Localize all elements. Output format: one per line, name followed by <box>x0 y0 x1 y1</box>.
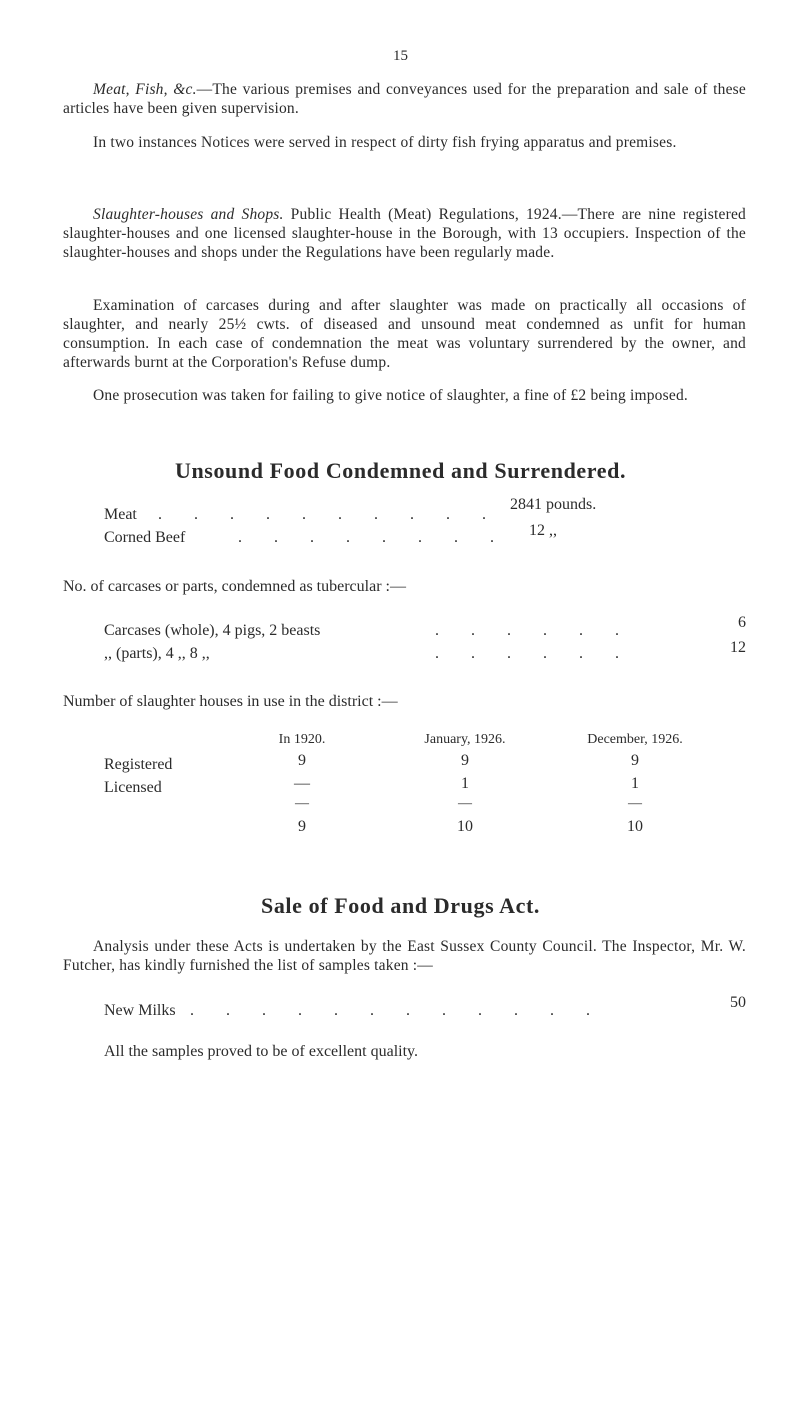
meat-row-leader: . . . . . . . . . . <box>158 506 500 523</box>
examination-text: Examination of carcases during and after slaughter was made on practically all occasions of slaughter, and nearly 25½ cwts. of diseased and unsound meat condemned as unfit for human consumption. In each case of condemnation the meat was voluntary surrendered by the owner, and afterwards burnt at the Corporation's Refuse dump. <box>63 297 746 371</box>
meat-row-value: 2841 pounds. <box>510 496 597 513</box>
new-milks-label: New Milks <box>104 1002 176 1019</box>
registered-1920: 9 <box>298 752 306 769</box>
column-header-1920: In 1920. <box>278 732 326 747</box>
total-rule-jan-1926: — <box>458 796 472 811</box>
sale-text: Analysis under these Acts is undertaken by the East Sussex County Council. The Inspector, Mr. W. Futcher, has kindly furnished the list of samples taken :— <box>63 938 746 974</box>
registered-jan-1926: 9 <box>461 752 469 769</box>
carcases-whole-label: Carcases (whole), 4 pigs, 2 beasts <box>104 622 321 639</box>
carcases-parts-label: ,, (parts), 4 ,, 8 ,, <box>104 645 210 662</box>
notices-text: In two instances Notices were served in respect of dirty fish frying apparatus and premises. <box>93 134 677 151</box>
total-rule-dec-1926: — <box>628 796 642 811</box>
total-dec-1926: 10 <box>627 818 643 835</box>
corned-beef-row-leader: . . . . . . . . <box>238 529 508 546</box>
notices-paragraph <box>63 133 746 152</box>
carcases-whole-leader: . . . . . . <box>435 622 633 639</box>
examination-paragraph <box>63 296 746 372</box>
carcases-parts-leader: . . . . . . <box>435 645 633 662</box>
sale-of-food-heading: Sale of Food and Drugs Act. <box>261 893 540 918</box>
corned-beef-row-label: Corned Beef <box>104 529 186 546</box>
unsound-food-heading: Unsound Food Condemned and Surrendered. <box>174 458 627 483</box>
licensed-jan-1926: 1 <box>461 775 469 792</box>
new-milks-leader: . . . . . . . . . . . . <box>190 1002 604 1019</box>
prosecution-paragraph <box>63 386 746 405</box>
licensed-1920: — <box>294 775 310 792</box>
new-milks-value: 50 <box>730 994 746 1011</box>
meat-fish-paragraph <box>63 80 746 118</box>
column-header-dec-1926: December, 1926. <box>587 732 683 747</box>
slaughter-paragraph <box>63 205 746 262</box>
meat-fish-text: —The various premises and conveyances used for the preparation and sale of these articles have been given supervision. <box>63 81 746 117</box>
slaughter-table-intro: Number of slaughter houses in use in the district :— <box>63 693 398 710</box>
slaughter-lead: Slaughter-houses and Shops. <box>93 206 284 223</box>
meat-row-label: Meat <box>104 506 137 523</box>
registered-dec-1926: 9 <box>631 752 639 769</box>
slaughter-text: Public Health (Meat) Regulations, 1924.—There are nine registered slaughter-houses and one licensed slaughter-house in the Borough, with 13 occupiers. Inspection of the slaughter-houses and shops under the Regulations have been regularly made. <box>63 206 746 261</box>
meat-fish-lead: Meat, Fish, &c. <box>93 81 197 98</box>
prosecution-text: One prosecution was taken for failing to give notice of slaughter, a fine of £2 being imposed. <box>93 387 688 404</box>
carcases-whole-value: 6 <box>738 614 746 631</box>
licensed-row-label: Licensed <box>104 779 162 796</box>
total-1920: 9 <box>298 818 306 835</box>
page-number: 15 <box>393 48 408 64</box>
column-header-jan-1926: January, 1926. <box>424 732 506 747</box>
sale-paragraph <box>63 937 746 975</box>
total-rule-1920: — <box>295 796 309 811</box>
carcases-intro: No. of carcases or parts, condemned as tubercular :— <box>63 578 406 595</box>
registered-row-label: Registered <box>104 756 173 773</box>
carcases-parts-value: 12 <box>730 639 746 656</box>
corned-beef-row-value: 12 ,, <box>529 522 557 539</box>
total-jan-1926: 10 <box>457 818 473 835</box>
licensed-dec-1926: 1 <box>631 775 639 792</box>
closing-statement: All the samples proved to be of excellent quality. <box>104 1043 418 1060</box>
